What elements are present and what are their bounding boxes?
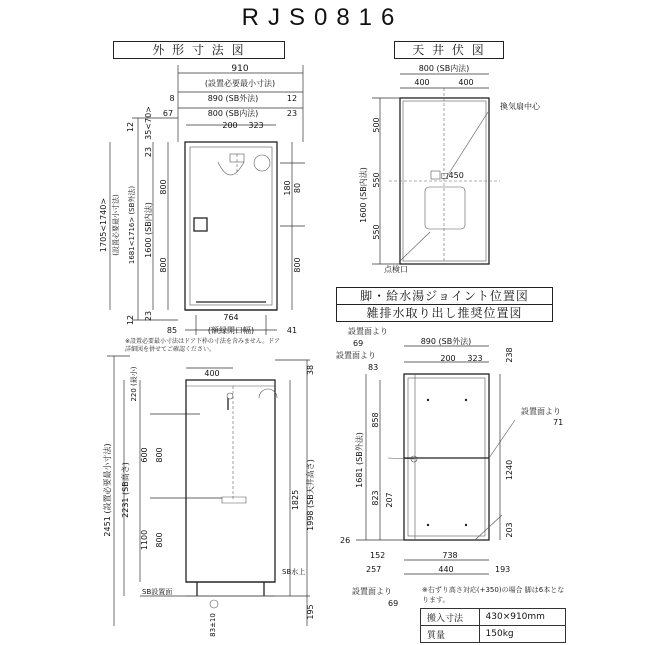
elev-floor-label: SB設置面 bbox=[142, 588, 173, 596]
leg-panel-label: 脚・給水湯ジョイント位置図 bbox=[336, 287, 553, 305]
leg-top-83: 83 bbox=[368, 363, 379, 372]
outline-right-800: 800 bbox=[293, 257, 302, 273]
outline-left-min-label: (設置必要最小寸法) bbox=[112, 194, 120, 256]
drawing-title: RJS0816 bbox=[241, 4, 404, 31]
spec-table bbox=[420, 608, 566, 643]
spec-label: 質量 bbox=[421, 626, 480, 643]
outline-left-1705: 1705<1740> bbox=[99, 197, 108, 253]
outline-bottom-41: 41 bbox=[286, 326, 298, 335]
leg-left-1681: 1681 (SB外法) bbox=[355, 432, 364, 488]
outline-left-800b: 800 bbox=[159, 257, 168, 273]
elev-bottom-195: 195 bbox=[306, 604, 315, 620]
leg-bottom-738: 738 bbox=[442, 551, 458, 560]
outline-left-23b: 23 bbox=[144, 310, 153, 322]
ceiling-inspection-label: 点検口 bbox=[384, 265, 408, 274]
spec-value: 150kg bbox=[479, 626, 565, 643]
ceiling-top-800: 800 (SB内法) bbox=[418, 64, 470, 73]
spec-value: 430×910mm bbox=[479, 609, 565, 626]
outline-dim-8: 8 bbox=[169, 94, 175, 103]
elev-left-220: 220 (最小) bbox=[130, 366, 138, 402]
leg-bottom-26: 26 bbox=[340, 536, 351, 545]
leg-label-2: 設置面より bbox=[336, 351, 376, 360]
leg-right-71: 71 bbox=[553, 418, 564, 427]
leg-right-1240: 1240 bbox=[505, 459, 514, 481]
elev-left-600: 600 bbox=[140, 447, 149, 463]
outline-left-1681: 1681<1716> (SB外法) bbox=[128, 185, 136, 265]
elev-top-38: 38 bbox=[306, 364, 315, 376]
leg-label-3: 設置面より bbox=[521, 407, 561, 416]
leg-top-69: 69 bbox=[353, 339, 364, 348]
outline-panel-label: 外 形 寸 法 図 bbox=[113, 41, 285, 59]
leg-top-323: 323 bbox=[467, 354, 483, 363]
elev-right-1998: 1998 (SB天井高さ) bbox=[306, 459, 315, 531]
leg-top-890: 890 (SB外法) bbox=[420, 337, 472, 346]
elev-right-1825: 1825 bbox=[291, 489, 300, 511]
elev-left-2451: 2451 (設置必要最小寸法) bbox=[103, 443, 112, 537]
leg-bottom-69: 69 bbox=[388, 599, 399, 608]
ceiling-top-400a: 400 bbox=[414, 78, 430, 87]
leg-top-200: 200 bbox=[440, 354, 456, 363]
outline-bottom-label: (額縁開口幅) bbox=[207, 326, 255, 335]
leg-bottom-193: 193 bbox=[495, 565, 511, 574]
elev-left-1100: 1100 bbox=[140, 529, 149, 551]
outline-dim-200: 200 bbox=[222, 121, 238, 130]
outline-left-23a: 23 bbox=[144, 146, 153, 158]
outline-dim-67: 67 bbox=[162, 109, 174, 118]
outline-right-180: 180 bbox=[283, 180, 292, 196]
ceiling-left-550a: 550 bbox=[372, 172, 381, 188]
leg-label-1: 設置面より bbox=[348, 327, 388, 336]
spec-row bbox=[421, 609, 566, 626]
ceiling-left-500: 500 bbox=[372, 117, 381, 133]
outline-dim-min-label: (設置必要最小寸法) bbox=[204, 79, 276, 88]
ceiling-top-400b: 400 bbox=[458, 78, 474, 87]
outline-dim-323: 323 bbox=[248, 121, 264, 130]
outline-left-35: 35<70> bbox=[144, 106, 153, 140]
outline-bottom-764: 764 bbox=[223, 313, 239, 322]
spec-label: 搬入寸法 bbox=[421, 609, 480, 626]
outline-left-1600: 1600 (SB内法) bbox=[144, 202, 153, 258]
elev-left-800a: 800 bbox=[155, 447, 164, 463]
leg-left-207: 207 bbox=[385, 492, 394, 508]
outline-plan-shape bbox=[185, 142, 277, 310]
leg-left-823: 823 bbox=[371, 490, 380, 506]
spec-row bbox=[421, 626, 566, 643]
outline-bottom-85: 85 bbox=[166, 326, 178, 335]
outline-right-80: 80 bbox=[293, 182, 302, 194]
outline-dim-800: 800 (SB内法) bbox=[207, 109, 259, 118]
leg-left-858: 858 bbox=[371, 412, 380, 428]
ceiling-panel-label: 天 井 伏 図 bbox=[394, 41, 504, 59]
ceiling-left-1600: 1600 (SB内法) bbox=[359, 167, 368, 223]
leg-right-238: 238 bbox=[505, 347, 514, 363]
elev-bottom-83: 83±10 bbox=[209, 613, 217, 637]
leg-bottom-440: 440 bbox=[438, 565, 454, 574]
outline-dim-890: 890 (SB外法) bbox=[207, 94, 259, 103]
outline-dimension-lines bbox=[110, 65, 305, 335]
elev-top-label: SB水上 bbox=[282, 568, 306, 576]
drain-panel-label: 雑排水取り出し推奨位置図 bbox=[336, 304, 553, 322]
outline-dim-12: 12 bbox=[286, 94, 298, 103]
ceiling-dimension-lines bbox=[372, 74, 489, 264]
elev-left-800b: 800 bbox=[155, 532, 164, 548]
outline-note: ※設置必要最小寸法はドア下枠の寸法を含みません。ドア詳細図を併せてご確認ください。 bbox=[125, 338, 281, 353]
outline-dim-910: 910 bbox=[231, 64, 249, 74]
outline-left-800a: 800 bbox=[159, 179, 168, 195]
outline-left-12b: 12 bbox=[126, 314, 135, 326]
outline-left-12a: 12 bbox=[126, 121, 135, 133]
outline-dim-23: 23 bbox=[286, 109, 298, 118]
ceiling-vent-size: □450 bbox=[441, 171, 464, 180]
leg-bottom-152: 152 bbox=[370, 551, 386, 560]
elev-left-2231: 2231 (SB高さ) bbox=[121, 462, 130, 518]
leg-plan-shape bbox=[388, 374, 515, 540]
leg-right-203: 203 bbox=[505, 522, 514, 538]
leg-label-4: 設置面より bbox=[352, 587, 392, 596]
ceiling-left-550b: 550 bbox=[372, 224, 381, 240]
legs-note: ※右ずり高さ対応(+350)の場合 脚は6本となります。 bbox=[422, 586, 565, 604]
leg-bottom-257: 257 bbox=[366, 565, 382, 574]
ceiling-vent-label: 換気扇中心 bbox=[500, 102, 540, 111]
elev-top-400: 400 bbox=[204, 369, 220, 378]
